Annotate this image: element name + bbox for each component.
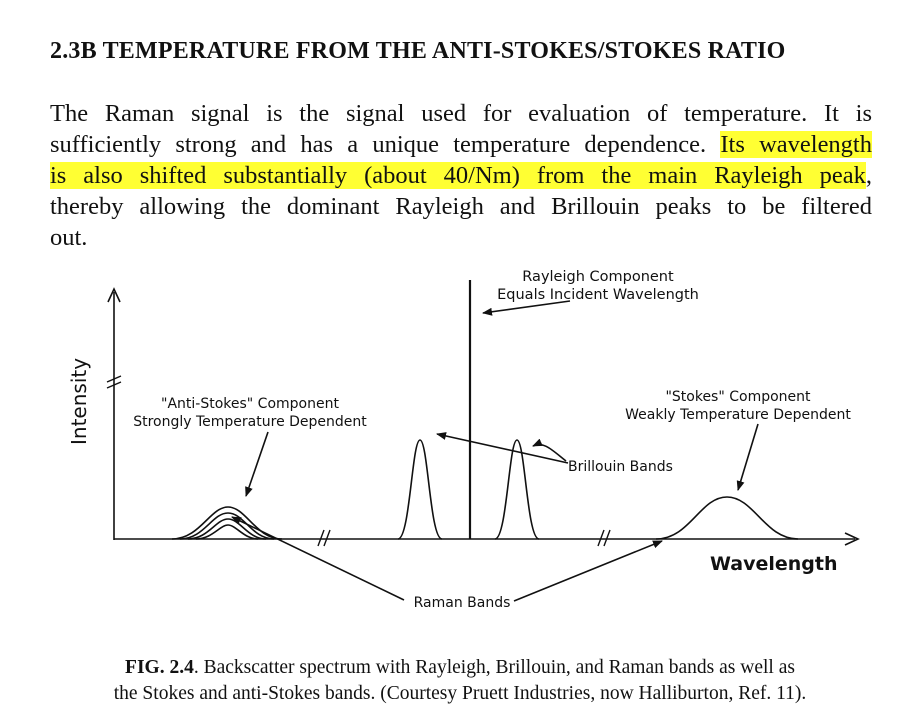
- stokes-label-line-1: "Stokes" Component: [665, 389, 811, 405]
- highlight-shift: is also shifted substantially (about 40/Nm) from the main Rayleigh peak: [50, 162, 866, 189]
- raman-label: Raman Bands: [413, 595, 511, 611]
- x-axis-break-1: [318, 530, 330, 546]
- anti-stokes-arrow: [246, 432, 268, 496]
- anti-stokes-band-2: [180, 513, 274, 539]
- x-axis-label: Wavelength: [710, 553, 838, 575]
- paragraph-line-2: [50, 129, 872, 160]
- rayleigh-label-line-2: Equals Incident Wavelength: [497, 287, 699, 303]
- paragraph-line-2-text: sufficiently strong and has a unique temperature dependence.: [50, 131, 721, 158]
- paragraph-line-3: [50, 160, 872, 191]
- brillouin-arrow-left: [437, 434, 568, 463]
- paragraph-line-1: The Raman signal is the signal used for evaluation of temperature. It is: [50, 100, 872, 127]
- section-heading: 2.3B TEMPERATURE FROM THE ANTI-STOKES/STOKES RATIO: [50, 38, 786, 64]
- body-paragraph: [50, 98, 872, 253]
- figure-number: FIG. 2.4: [125, 657, 194, 678]
- highlight-wavelength: Its wavelength: [720, 131, 872, 158]
- stokes-arrow: [738, 424, 758, 490]
- paragraph-line-5: out.: [50, 224, 88, 251]
- anti-stokes-label-line-2: Strongly Temperature Dependent: [133, 414, 367, 430]
- caption-line-2: the Stokes and anti-Stokes bands. (Courtesy Pruett Industries, now Halliburton, Ref. 11).: [113, 683, 807, 704]
- x-axis-break-2: [598, 530, 610, 546]
- paragraph-line-4: thereby allowing the dominant Rayleigh and Brillouin peaks to be filtered: [50, 193, 872, 220]
- y-axis-label: Intensity: [67, 357, 91, 445]
- rayleigh-label-line-1: Rayleigh Component: [522, 269, 674, 285]
- caption-text-1: . Backscatter spectrum with Rayleigh, Brillouin, and Raman bands as well as: [193, 657, 795, 678]
- caption-line-1: [125, 657, 795, 678]
- raman-arrow-right: [514, 541, 662, 601]
- stokes-band: [656, 497, 798, 539]
- raman-arrow-left: [232, 517, 404, 600]
- stokes-label-line-2: Weakly Temperature Dependent: [625, 407, 851, 423]
- anti-stokes-band-1: [172, 507, 282, 539]
- brillouin-peak-left: [398, 440, 442, 539]
- anti-stokes-label-line-1: "Anti-Stokes" Component: [161, 396, 339, 412]
- paragraph-line-3-comma: ,: [865, 162, 872, 189]
- figure-caption: [40, 655, 880, 707]
- brillouin-label: Brillouin Bands: [568, 459, 673, 475]
- anti-stokes-band-3: [188, 519, 266, 539]
- spectrum-figure: [0, 255, 897, 645]
